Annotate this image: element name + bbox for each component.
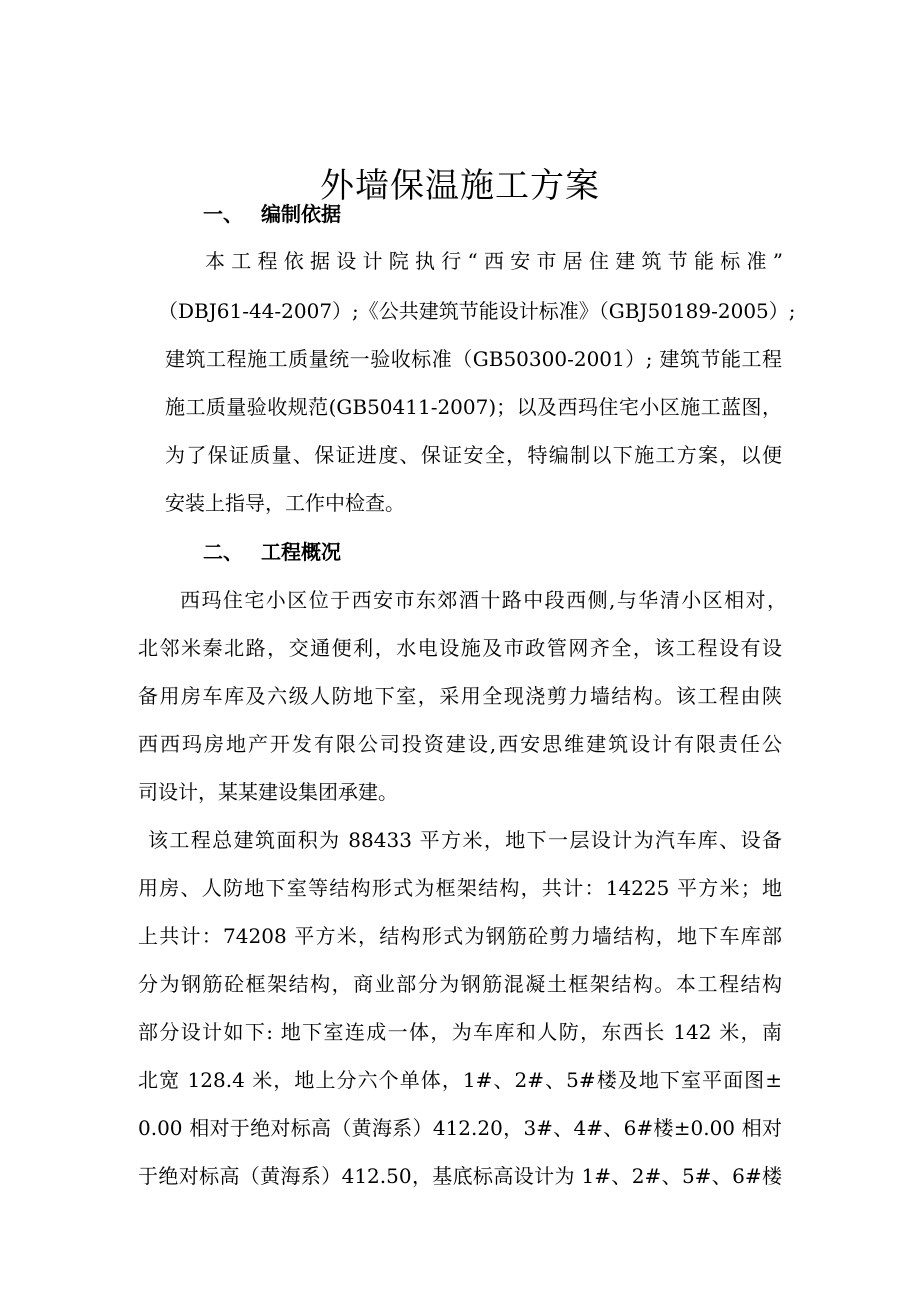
section-number: 二、 [203, 540, 243, 564]
paragraph-line: 上共计：74208 平方米，结构形式为钢筋砼剪力墙结构，地下车库部 [138, 924, 782, 948]
paragraph-line: 本工程依据设计院执行“西安市居住建筑节能标准” [205, 249, 787, 273]
paragraph-line: 施工质量验收规范(GB50411-2007)；以及西玛住宅小区施工蓝图， [165, 395, 782, 419]
section-heading-text: 工程概况 [261, 540, 341, 564]
paragraph-line: 西玛住宅小区位于西安市东郊酒十路中段西侧,与华清小区相对， [180, 588, 787, 612]
paragraph-line: 分为钢筋砼框架结构，商业部分为钢筋混凝土框架结构。本工程结构 [138, 972, 782, 996]
paragraph-line: 该工程总建筑面积为 88433 平方米，地下一层设计为汽车库、设备 [148, 828, 782, 852]
paragraph-line: （DBJ61-44-2007）;《公共建筑节能设计标准》（GBJ50189-2005）; [158, 299, 796, 323]
paragraph-line: 用房、人防地下室等结构形式为框架结构，共计：14225 平方米；地 [138, 876, 782, 900]
paragraph-line: 于绝对标高（黄海系）412.50，基底标高设计为 1#、2#、5#、6#楼 [138, 1164, 782, 1188]
paragraph-line: 安装上指导，工作中检查。 [165, 491, 405, 515]
paragraph-line: 北宽 128.4 米，地上分六个单体，1#、2#、5#楼及地下室平面图± [138, 1068, 782, 1092]
paragraph-line: 司设计，某某建设集团承建。 [138, 780, 398, 804]
paragraph-line: 0.00 相对于绝对标高（黄海系）412.20，3#、4#、6#楼±0.00 相对 [138, 1116, 782, 1140]
section-number: 一、 [203, 202, 243, 226]
paragraph-line: 为了保证质量、保证进度、保证安全，特编制以下施工方案，以便 [165, 443, 782, 467]
section-heading-text: 编制依据 [261, 202, 341, 226]
paragraph-line: 部分设计如下: 地下室连成一体，为车库和人防，东西长 142 米，南 [138, 1020, 782, 1044]
paragraph-line: 北邻米秦北路，交通便利，水电设施及市政管网齐全，该工程设有设 [138, 636, 782, 660]
section-heading-1 [203, 200, 341, 228]
document-title: 外墙保温施工方案 [320, 165, 600, 206]
section-heading-2 [203, 538, 341, 566]
paragraph-line: 西西玛房地产开发有限公司投资建设,西安思维建筑设计有限责任公 [138, 732, 782, 756]
paragraph-line: 建筑工程施工质量统一验收标准（GB50300-2001）; 建筑节能工程 [165, 347, 782, 371]
paragraph-line: 备用房车库及六级人防地下室，采用全现浇剪力墙结构。该工程由陕 [138, 684, 782, 708]
